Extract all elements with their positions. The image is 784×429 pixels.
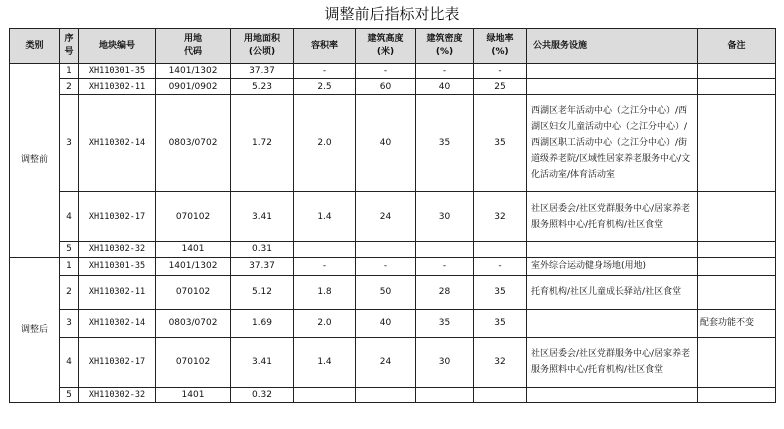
cell-height: 24 [356,192,416,242]
header-area: 用地面积 (公顷) [231,29,294,64]
cell-height: 24 [356,337,416,387]
cell-height: - [356,257,416,275]
cell-area: 0.31 [231,242,294,257]
cell-density [416,387,474,402]
header-plot-id: 地块编号 [79,29,156,64]
header-far: 容积率 [294,29,356,64]
header-public: 公共服务设施 [527,29,698,64]
cell-green: - [474,64,527,79]
cell-public [527,387,698,402]
cell-note [698,387,776,402]
cell-note [698,257,776,275]
cell-green: 35 [474,95,527,192]
table-row [10,337,776,387]
category-cell: 调整后 [10,257,60,402]
cell-note [698,79,776,95]
header-note: 备注 [698,29,776,64]
cell-plot-id: XH110302-32 [79,387,156,402]
cell-seq: 1 [60,257,79,275]
cell-public: 室外综合运动健身场地(用地) [527,257,698,275]
cell-green: - [474,257,527,275]
cell-plot-id: XH110302-17 [79,337,156,387]
cell-note [698,337,776,387]
cell-plot-id: XH110302-14 [79,95,156,192]
table-row [10,387,776,402]
cell-note [698,242,776,257]
cell-note [698,64,776,79]
cell-density: 35 [416,95,474,192]
cell-far [294,242,356,257]
cell-density: 28 [416,275,474,309]
cell-note [698,192,776,242]
cell-area: 3.41 [231,337,294,387]
cell-plot-id: XH110302-17 [79,192,156,242]
cell-area: 1.69 [231,309,294,337]
cell-far [294,387,356,402]
cell-green: 32 [474,192,527,242]
cell-height: 40 [356,309,416,337]
cell-plot-id: XH110301-35 [79,64,156,79]
cell-plot-id: XH110302-11 [79,275,156,309]
cell-far: - [294,257,356,275]
cell-public: 托育机构/社区儿童成长驿站/社区食堂 [527,275,698,309]
cell-height: - [356,64,416,79]
cell-far: 1.4 [294,192,356,242]
table-body [10,64,776,403]
cell-note [698,95,776,192]
cell-green: 35 [474,275,527,309]
cell-seq: 1 [60,64,79,79]
cell-height [356,387,416,402]
cell-height: 40 [356,95,416,192]
cell-land-code: 1401 [156,242,231,257]
cell-note [698,275,776,309]
cell-public [527,242,698,257]
cell-public: 西湖区老年活动中心（之江分中心）/西湖区妇女儿童活动中心（之江分中心）/西湖区职工活动中心（之江分中心）/街道级养老院/区域性居家养老服务中心/文化活动室/体育活动室 [527,95,698,192]
cell-public [527,309,698,337]
cell-seq: 5 [60,387,79,402]
cell-density: - [416,64,474,79]
cell-land-code: 070102 [156,192,231,242]
cell-far: - [294,64,356,79]
cell-area: 5.23 [231,79,294,95]
cell-density: - [416,257,474,275]
header-land-code: 用地 代码 [156,29,231,64]
cell-far: 1.4 [294,337,356,387]
cell-height: 50 [356,275,416,309]
cell-green: 32 [474,337,527,387]
cell-green [474,242,527,257]
cell-green: 35 [474,309,527,337]
table-row [10,309,776,337]
table-row [10,95,776,192]
cell-land-code: 0803/0702 [156,95,231,192]
cell-density: 30 [416,192,474,242]
table-row [10,275,776,309]
cell-seq: 2 [60,79,79,95]
cell-area: 5.12 [231,275,294,309]
header-height: 建筑高度 (米) [356,29,416,64]
cell-public: 社区居委会/社区党群服务中心/居家养老服务照料中心/托育机构/社区食堂 [527,337,698,387]
header-seq: 序 号 [60,29,79,64]
cell-area: 0.32 [231,387,294,402]
cell-plot-id: XH110302-32 [79,242,156,257]
comparison-table [9,28,776,403]
cell-public: 社区居委会/社区党群服务中心/居家养老服务照料中心/托育机构/社区食堂 [527,192,698,242]
table-row [10,192,776,242]
cell-far: 2.0 [294,95,356,192]
cell-seq: 3 [60,309,79,337]
cell-land-code: 1401/1302 [156,64,231,79]
cell-public [527,79,698,95]
cell-far: 2.0 [294,309,356,337]
table-row [10,79,776,95]
table-row [10,242,776,257]
cell-land-code: 070102 [156,275,231,309]
cell-plot-id: XH110302-14 [79,309,156,337]
cell-land-code: 1401/1302 [156,257,231,275]
cell-height: 60 [356,79,416,95]
cell-land-code: 1401 [156,387,231,402]
cell-note: 配套功能不变 [698,309,776,337]
cell-seq: 4 [60,337,79,387]
cell-seq: 2 [60,275,79,309]
cell-seq: 4 [60,192,79,242]
cell-far: 2.5 [294,79,356,95]
header-density: 建筑密度 (%) [416,29,474,64]
header-category: 类别 [10,29,60,64]
table-row [10,64,776,79]
cell-land-code: 0901/0902 [156,79,231,95]
cell-density [416,242,474,257]
cell-area: 37.37 [231,64,294,79]
table-title: 调整前后指标对比表 [324,5,460,23]
cell-area: 3.41 [231,192,294,242]
cell-land-code: 070102 [156,337,231,387]
header-green: 绿地率 (%) [474,29,527,64]
cell-plot-id: XH110302-11 [79,79,156,95]
cell-public [527,64,698,79]
cell-density: 40 [416,79,474,95]
table-row [10,257,776,275]
cell-green: 25 [474,79,527,95]
cell-area: 1.72 [231,95,294,192]
header-row [10,29,776,64]
cell-area: 37.37 [231,257,294,275]
category-cell: 调整前 [10,64,60,258]
cell-height [356,242,416,257]
cell-density: 30 [416,337,474,387]
cell-land-code: 0803/0702 [156,309,231,337]
cell-density: 35 [416,309,474,337]
cell-seq: 5 [60,242,79,257]
cell-plot-id: XH110301-35 [79,257,156,275]
cell-green [474,387,527,402]
cell-far: 1.8 [294,275,356,309]
cell-seq: 3 [60,95,79,192]
